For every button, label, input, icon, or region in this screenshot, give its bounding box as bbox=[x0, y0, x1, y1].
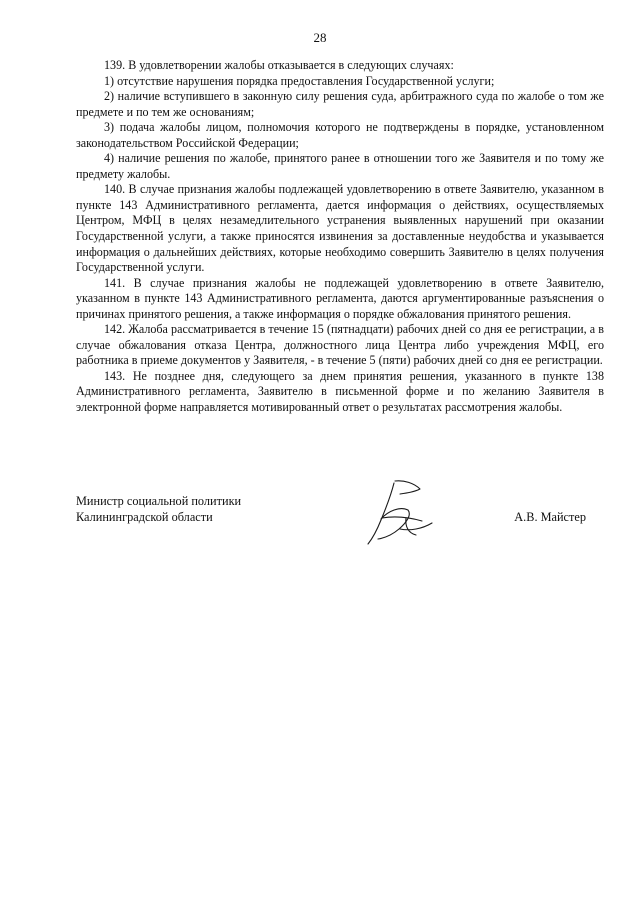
paragraph-139-item-1: 1) отсутствие нарушения порядка предоставления Государственной услуги; bbox=[104, 73, 495, 88]
signer-title-line-1: Министр социальной политики bbox=[76, 494, 242, 508]
signature-block bbox=[76, 494, 604, 544]
paragraph-139-item-2: 2) наличие вступившего в законную силу решения суда, арбитражного суда по жалобе о том же предмете и по тем же основаниям; bbox=[76, 89, 604, 119]
paragraph-139-item-3: 3) подача жалобы лицом, полномочия которого не подтверждены в порядке, установленном законодательством Российской Федерации; bbox=[76, 120, 604, 150]
signer-title bbox=[76, 494, 241, 525]
paragraph-142: 142. Жалоба рассматривается в течение 15 (пятнадцати) рабочих дней со дня ее регистрации, а в случае обжалования отказа Центра, должностного лица Центра либо учреждения МФЦ, его работника в приеме документов у Заявителя, - в течение 5 (пяти) рабочих дней со дня ее регистрации. bbox=[76, 322, 604, 368]
paragraph-139-item-4: 4) наличие решения по жалобе, принятого ранее в отношении того же Заявителя и по тому же предмету жалобы. bbox=[76, 151, 604, 181]
signer-title-line-2: Калининградской области bbox=[76, 509, 213, 524]
paragraph-143: 143. Не позднее дня, следующего за днем принятия решения, указанного в пункте 138 Административного регламента, Заявителю в письменной форме и по желанию Заявителя в электронной форме направляется мотивированный ответ о результатах рассмотрения жалобы. bbox=[76, 368, 604, 415]
paragraph-139: 139. В удовлетворении жалобы отказывается в следующих случаях: bbox=[104, 58, 454, 72]
document-body bbox=[76, 58, 604, 416]
handwritten-signature bbox=[364, 478, 442, 548]
page-number: 28 bbox=[313, 30, 327, 45]
signer-name: А.В. Майстер bbox=[514, 509, 586, 524]
paragraph-141: 141. В случае признания жалобы не подлежащей удовлетворению в ответе Заявителю, указанном в пункте 143 Административного регламента, даются аргументированные разъяснения о причинах принятого решения, а также информация о порядке обжалования принятого решения. bbox=[76, 275, 604, 321]
paragraph-140: 140. В случае признания жалобы подлежащей удовлетворению в ответе Заявителю, указанном в пункте 143 Административного регламента, дается информация о действиях, осуществляемых Центром, МФЦ в целях незамедлительного устранения выявленных нарушений при оказании Государственной услуги, а также приносятся извинения за доставленные неудобства и указывается информация о дальнейших действиях, которые необходимо совершить Заявителю в целях получения Государственной услуги. bbox=[76, 182, 604, 275]
